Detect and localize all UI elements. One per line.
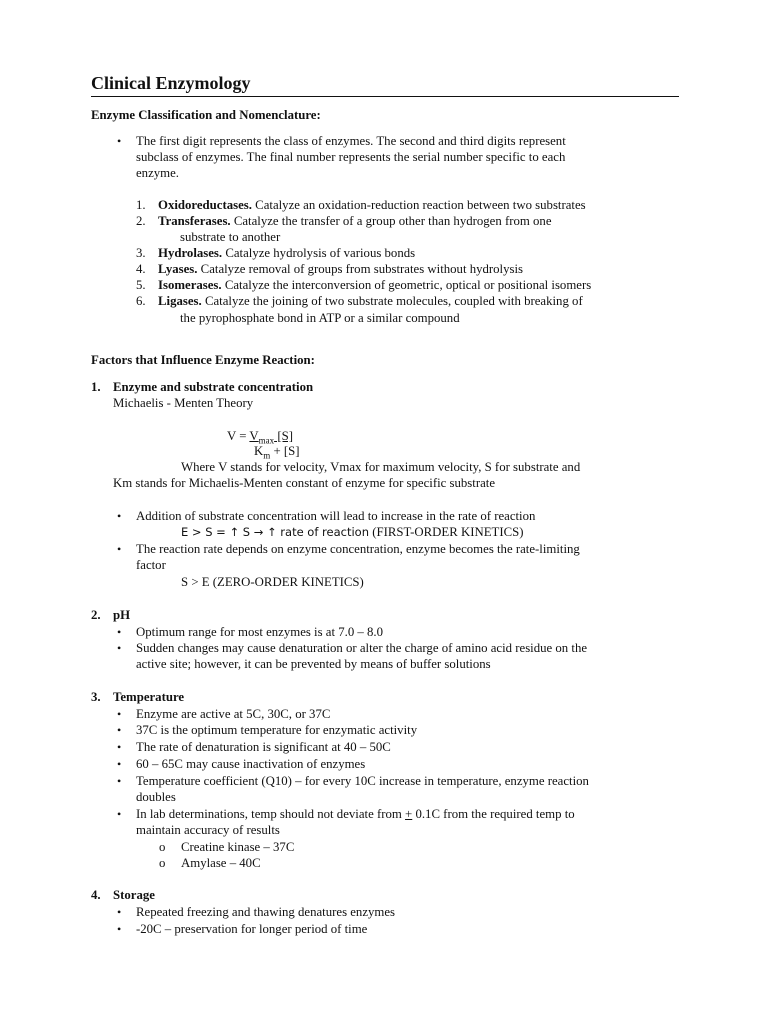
temp-bullet-5: Temperature coefficient (Q10) – for every 10C increase in temperature, enzyme reaction <box>136 774 589 788</box>
class-number: 2. <box>136 214 146 228</box>
class-item-transferases-cont: substrate to another <box>180 230 281 244</box>
title-rule <box>91 96 679 97</box>
storage-bullet-2: -20C – preservation for longer period of time <box>136 922 368 936</box>
equation-explanation-1: Where V stands for velocity, Vmax for maximum velocity, S for substrate and <box>181 460 581 474</box>
concentration-bullet-1: Addition of substrate concentration will lead to increase in the rate of reaction <box>136 509 536 523</box>
bullet-icon: • <box>117 905 122 919</box>
zero-order-formula: S > E (ZERO-ORDER KINETICS) <box>181 575 364 589</box>
temp-bullet-6-cont: maintain accuracy of results <box>136 823 280 837</box>
factor-heading-storage: Storage <box>113 888 155 902</box>
class-item-ligases: Ligases. Catalyze the joining of two substrate molecules, coupled with breaking of <box>158 294 583 308</box>
class-item-ligases-cont: the pyrophosphate bond in ATP or a similar compound <box>180 311 460 325</box>
bullet-icon: • <box>117 641 122 655</box>
factor-number: 2. <box>91 608 101 622</box>
class-number: 1. <box>136 198 146 212</box>
section-heading-factors: Factors that Influence Enzyme Reaction: <box>91 353 315 367</box>
sub-bullet-icon: o <box>159 856 166 870</box>
ph-bullet-2: Sudden changes may cause denaturation or alter the charge of amino acid residue on the <box>136 641 588 655</box>
bullet-icon: • <box>117 757 122 771</box>
bullet-icon: • <box>117 134 122 148</box>
temp-bullet-4: 60 – 65C may cause inactivation of enzymes <box>136 757 366 771</box>
first-order-formula: E > S = ↑ S → ↑ rate of reaction (FIRST-ORDER KINETICS) <box>181 525 524 539</box>
bullet-icon: • <box>117 740 122 754</box>
concentration-bullet-2-cont: factor <box>136 558 166 572</box>
temp-bullet-2: 37C is the optimum temperature for enzymatic activity <box>136 723 418 737</box>
storage-bullet-1: Repeated freezing and thawing denatures enzymes <box>136 905 396 919</box>
factor-heading-temperature: Temperature <box>113 690 185 704</box>
class-item-transferases: Transferases. Catalyze the transfer of a group other than hydrogen from one <box>158 214 552 228</box>
equation-denominator: $K_m + [S]$ <box>254 444 300 461</box>
factor-number: 4. <box>91 888 101 902</box>
sub-item-creatine-kinase: Creatine kinase – 37C <box>181 840 295 854</box>
page-title: Clinical Enzymology <box>91 73 251 93</box>
temp-bullet-6: In lab determinations, temp should not deviate from + 0.1C from the required temp to <box>136 807 575 821</box>
class-item-isomerases: Isomerases. Catalyze the interconversion of geometric, optical or positional isomers <box>158 278 592 292</box>
intro-line-2: subclass of enzymes. The final number represents the serial number specific to each <box>136 150 566 164</box>
class-item-oxidoreductases: Oxidoreductases. Catalyze an oxidation-reduction reaction between two substrates <box>158 198 586 212</box>
class-item-lyases: Lyases. Catalyze removal of groups from substrates without hydrolysis <box>158 262 524 276</box>
ph-bullet-2-cont: active site; however, it can be prevented by means of buffer solutions <box>136 657 491 671</box>
class-number: 6. <box>136 294 146 308</box>
factor-heading-concentration: Enzyme and substrate concentration <box>113 380 314 394</box>
bullet-icon: • <box>117 707 122 721</box>
temp-bullet-1: Enzyme are active at 5C, 30C, or 37C <box>136 707 331 721</box>
bullet-icon: • <box>117 922 122 936</box>
factor-number: 1. <box>91 380 101 394</box>
bullet-icon: • <box>117 625 122 639</box>
sub-item-amylase: Amylase – 40C <box>181 856 261 870</box>
michaelis-menten-subtitle: Michaelis - Menten Theory <box>113 396 254 410</box>
temp-bullet-5-cont: doubles <box>136 790 176 804</box>
class-number: 4. <box>136 262 146 276</box>
bullet-icon: • <box>117 723 122 737</box>
bullet-icon: • <box>117 509 122 523</box>
intro-line-3: enzyme. <box>136 166 179 180</box>
temp-bullet-3: The rate of denaturation is significant at 40 – 50C <box>136 740 391 754</box>
bullet-icon: • <box>117 542 122 556</box>
concentration-bullet-2: The reaction rate depends on enzyme concentration, enzyme becomes the rate-limiting <box>136 542 580 556</box>
class-number: 3. <box>136 246 146 260</box>
intro-line-1: The first digit represents the class of enzymes. The second and third digits represent <box>136 134 566 148</box>
class-number: 5. <box>136 278 146 292</box>
class-item-hydrolases: Hydrolases. Catalyze hydrolysis of various bonds <box>158 246 416 260</box>
ph-bullet-1: Optimum range for most enzymes is at 7.0 – 8.0 <box>136 625 384 639</box>
equation-explanation-2: Km stands for Michaelis-Menten constant of enzyme for specific substrate <box>113 476 496 490</box>
sub-bullet-icon: o <box>159 840 166 854</box>
equation-numerator: $V = V_{max}$ [S] <box>227 429 293 446</box>
factor-number: 3. <box>91 690 101 704</box>
bullet-icon: • <box>117 774 122 788</box>
factor-heading-ph: pH <box>113 608 131 622</box>
section-heading-classification: Enzyme Classification and Nomenclature: <box>91 108 321 122</box>
bullet-icon: • <box>117 807 122 821</box>
